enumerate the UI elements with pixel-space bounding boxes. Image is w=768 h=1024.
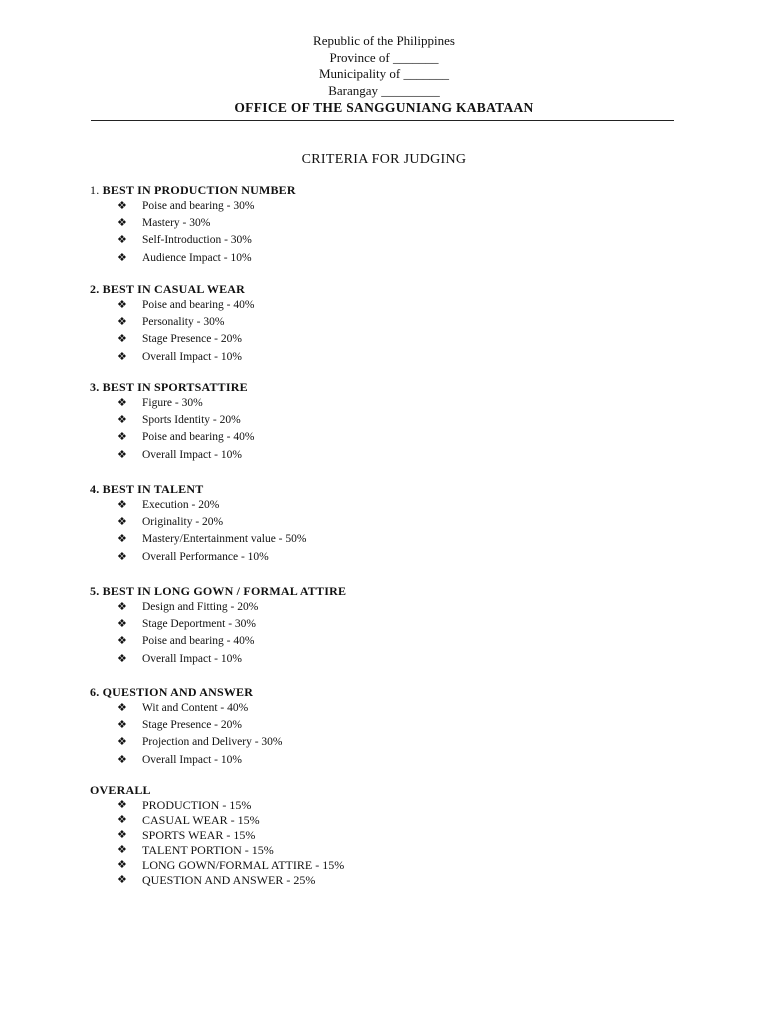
- diamond-bullet-icon: ❖: [117, 533, 127, 546]
- list-item: [90, 843, 344, 858]
- criteria-section-1: [90, 182, 296, 267]
- criterion-text: Stage Presence - 20%: [142, 719, 242, 732]
- list-item: [90, 232, 296, 249]
- criterion-text: Self-Introduction - 30%: [142, 234, 252, 247]
- criterion-text: Figure - 30%: [142, 397, 203, 409]
- criterion-text: Sports Identity - 20%: [142, 414, 241, 427]
- list-item: [90, 828, 344, 843]
- diamond-bullet-icon: ❖: [117, 829, 127, 841]
- list-item: [90, 349, 254, 366]
- list-item: [90, 215, 296, 232]
- criterion-text: Mastery/Entertainment value - 50%: [142, 533, 307, 546]
- section-number: 3.: [90, 380, 100, 394]
- list-item: [90, 314, 254, 331]
- diamond-bullet-icon: ❖: [117, 350, 127, 363]
- diamond-bullet-icon: ❖: [117, 753, 127, 766]
- list-item: [90, 331, 254, 348]
- diamond-bullet-icon: ❖: [117, 414, 127, 427]
- section-number: 1.: [90, 183, 100, 197]
- diamond-bullet-icon: ❖: [117, 234, 127, 247]
- diamond-bullet-icon: ❖: [117, 874, 127, 886]
- barangay-line: Barangay _________: [328, 82, 440, 98]
- diamond-bullet-icon: ❖: [117, 618, 127, 631]
- diamond-bullet-icon: ❖: [117, 719, 127, 732]
- list-item: [90, 198, 296, 215]
- list-item: [90, 447, 254, 464]
- criterion-text: Overall Impact - 10%: [142, 448, 242, 461]
- overall-item-text: TALENT PORTION - 15%: [142, 843, 274, 857]
- list-item: [90, 858, 344, 873]
- diamond-bullet-icon: ❖: [117, 448, 127, 461]
- section-title: QUESTION AND ANSWER: [102, 685, 254, 699]
- list-item: [90, 752, 283, 769]
- diamond-bullet-icon: ❖: [117, 814, 127, 826]
- criterion-text: Personality - 30%: [142, 316, 225, 329]
- section-heading: [90, 684, 283, 700]
- header-divider: [91, 120, 674, 121]
- list-item: [90, 734, 283, 751]
- list-item: [90, 250, 296, 267]
- criterion-text: Audience Impact - 10%: [142, 251, 252, 264]
- page-title: CRITERIA FOR JUDGING: [301, 152, 467, 167]
- criterion-text: Overall Impact - 10%: [142, 350, 242, 363]
- criteria-section-5: [90, 583, 346, 668]
- diamond-bullet-icon: ❖: [117, 200, 127, 212]
- province-line: Province of _______: [329, 49, 439, 65]
- list-item: [90, 873, 344, 888]
- diamond-bullet-icon: ❖: [117, 431, 127, 444]
- list-item: [90, 395, 254, 412]
- criterion-text: Poise and bearing - 40%: [142, 431, 255, 444]
- criteria-section-2: [90, 281, 254, 366]
- list-item: [90, 651, 346, 668]
- list-item: [90, 717, 283, 734]
- overall-item-text: PRODUCTION - 15%: [142, 798, 252, 812]
- criterion-text: Poise and bearing - 40%: [142, 299, 255, 311]
- overall-item-text: LONG GOWN/FORMAL ATTIRE - 15%: [142, 858, 345, 872]
- criterion-text: Overall Impact - 10%: [142, 753, 242, 766]
- municipality-line: Municipality of _______: [319, 66, 449, 81]
- section-number: 5.: [90, 584, 100, 598]
- diamond-bullet-icon: ❖: [117, 499, 127, 511]
- section-heading: [90, 281, 254, 297]
- list-item: [90, 412, 254, 429]
- diamond-bullet-icon: ❖: [117, 550, 127, 563]
- list-item: [90, 549, 306, 566]
- list-item: [90, 497, 306, 514]
- diamond-bullet-icon: ❖: [117, 859, 127, 871]
- diamond-bullet-icon: ❖: [117, 251, 127, 264]
- criterion-text: Execution - 20%: [142, 499, 220, 511]
- list-item: [90, 813, 344, 828]
- diamond-bullet-icon: ❖: [117, 799, 127, 811]
- criteria-section-3: [90, 379, 254, 464]
- diamond-bullet-icon: ❖: [117, 299, 127, 311]
- criterion-text: Stage Presence - 20%: [142, 333, 242, 346]
- diamond-bullet-icon: ❖: [117, 217, 127, 230]
- criteria-section-4: [90, 481, 306, 566]
- diamond-bullet-icon: ❖: [117, 702, 127, 714]
- list-item: [90, 429, 254, 446]
- criterion-text: Design and Fitting - 20%: [142, 601, 259, 613]
- criterion-text: Overall Performance - 10%: [142, 550, 269, 563]
- list-item: [90, 616, 346, 633]
- diamond-bullet-icon: ❖: [117, 601, 127, 613]
- overall-heading: OVERALL: [90, 783, 151, 797]
- list-item: [90, 633, 346, 650]
- criterion-text: Projection and Delivery - 30%: [142, 736, 283, 749]
- diamond-bullet-icon: ❖: [117, 316, 127, 329]
- diamond-bullet-icon: ❖: [117, 397, 127, 409]
- criterion-text: Originality - 20%: [142, 516, 224, 529]
- diamond-bullet-icon: ❖: [117, 844, 127, 856]
- criterion-text: Overall Impact - 10%: [142, 652, 242, 665]
- criterion-text: Mastery - 30%: [142, 217, 211, 230]
- list-item: [90, 531, 306, 548]
- section-number: 6.: [90, 685, 100, 699]
- diamond-bullet-icon: ❖: [117, 652, 127, 665]
- section-title: BEST IN PRODUCTION NUMBER: [102, 183, 296, 197]
- diamond-bullet-icon: ❖: [117, 516, 127, 529]
- overall-item-text: QUESTION AND ANSWER - 25%: [142, 873, 316, 887]
- criteria-section-6: [90, 684, 283, 769]
- republic-line: Republic of the Philippines: [313, 33, 455, 48]
- list-item: [90, 599, 346, 616]
- section-heading: [90, 379, 254, 395]
- diamond-bullet-icon: ❖: [117, 333, 127, 346]
- list-item: [90, 297, 254, 314]
- section-number: 4.: [90, 482, 100, 496]
- overall-item-text: CASUAL WEAR - 15%: [142, 813, 260, 827]
- criterion-text: Wit and Content - 40%: [142, 702, 249, 714]
- list-item: [90, 700, 283, 717]
- section-heading: [90, 481, 306, 497]
- diamond-bullet-icon: ❖: [117, 635, 127, 648]
- document-header: [0, 33, 768, 116]
- section-title: BEST IN SPORTSATTIRE: [102, 380, 248, 394]
- section-number: 2.: [90, 282, 100, 296]
- section-heading: [90, 182, 296, 198]
- overall-section: [90, 782, 344, 888]
- section-heading: [90, 583, 346, 599]
- criterion-text: Stage Deportment - 30%: [142, 618, 257, 631]
- list-item: [90, 514, 306, 531]
- list-item: [90, 798, 344, 813]
- overall-item-text: SPORTS WEAR - 15%: [142, 828, 256, 842]
- office-title: OFFICE OF THE SANGGUNIANG KABATAAN: [234, 100, 534, 115]
- section-title: BEST IN CASUAL WEAR: [102, 282, 246, 296]
- criterion-text: Poise and bearing - 30%: [142, 200, 255, 212]
- section-title: BEST IN LONG GOWN / FORMAL ATTIRE: [102, 584, 347, 598]
- section-title: BEST IN TALENT: [102, 482, 204, 496]
- criterion-text: Poise and bearing - 40%: [142, 635, 255, 648]
- diamond-bullet-icon: ❖: [117, 736, 127, 749]
